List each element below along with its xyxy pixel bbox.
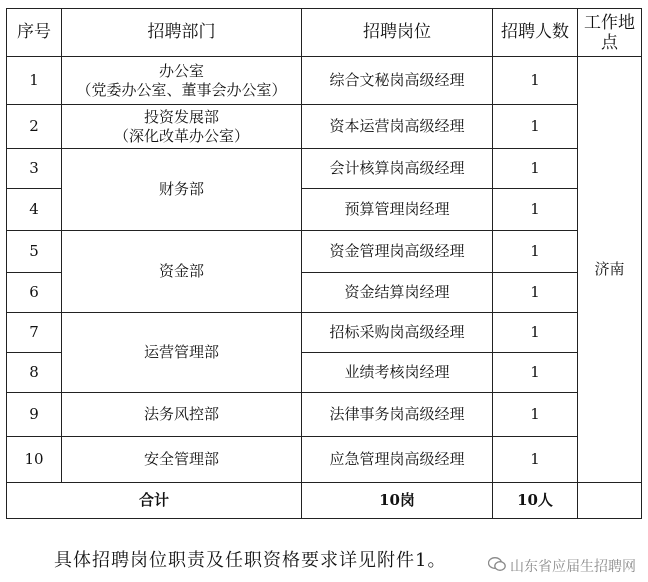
wechat-icon bbox=[488, 557, 506, 576]
recruitment-table bbox=[6, 8, 642, 519]
cell-seq: 7 bbox=[7, 313, 62, 353]
cell-dept: 财务部 bbox=[62, 149, 302, 231]
cell-count: 1 bbox=[493, 231, 578, 273]
cell-dept: 投资发展部 （深化改革办公室） bbox=[62, 105, 302, 149]
cell-post: 预算管理岗经理 bbox=[302, 189, 493, 231]
cell-post: 法律事务岗高级经理 bbox=[302, 393, 493, 437]
cell-post: 应急管理岗高级经理 bbox=[302, 437, 493, 483]
cell-post: 资本运营岗高级经理 bbox=[302, 105, 493, 149]
cell-dept: 办公室 （党委办公室、董事会办公室） bbox=[62, 57, 302, 105]
table-row bbox=[7, 149, 642, 189]
cell-post: 业绩考核岗经理 bbox=[302, 353, 493, 393]
total-label: 合计 bbox=[7, 483, 302, 519]
header-count: 招聘人数 bbox=[493, 9, 578, 57]
table-row bbox=[7, 57, 642, 105]
cell-seq: 2 bbox=[7, 105, 62, 149]
cell-dept: 安全管理部 bbox=[62, 437, 302, 483]
watermark-text: 山东省应届生招聘网 bbox=[510, 559, 636, 575]
cell-seq: 3 bbox=[7, 149, 62, 189]
cell-count: 1 bbox=[493, 105, 578, 149]
cell-seq: 4 bbox=[7, 189, 62, 231]
header-seq: 序号 bbox=[7, 9, 62, 57]
cell-seq: 5 bbox=[7, 231, 62, 273]
attachment-note: 具体招聘岗位职责及任职资格要求详见附件1。 bbox=[54, 550, 447, 571]
cell-seq: 10 bbox=[7, 437, 62, 483]
cell-count: 1 bbox=[493, 393, 578, 437]
cell-seq: 6 bbox=[7, 273, 62, 313]
cell-post: 综合文秘岗高级经理 bbox=[302, 57, 493, 105]
cell-count: 1 bbox=[493, 149, 578, 189]
cell-seq: 9 bbox=[7, 393, 62, 437]
cell-post: 招标采购岗高级经理 bbox=[302, 313, 493, 353]
header-post: 招聘岗位 bbox=[302, 9, 493, 57]
watermark bbox=[488, 556, 636, 576]
cell-dept: 运营管理部 bbox=[62, 313, 302, 393]
cell-dept: 资金部 bbox=[62, 231, 302, 313]
total-people: 10人 bbox=[493, 483, 578, 519]
header-dept: 招聘部门 bbox=[62, 9, 302, 57]
total-posts: 10岗 bbox=[302, 483, 493, 519]
table-row bbox=[7, 313, 642, 353]
table-row bbox=[7, 231, 642, 273]
cell-post: 会计核算岗高级经理 bbox=[302, 149, 493, 189]
cell-count: 1 bbox=[493, 273, 578, 313]
total-empty-cell bbox=[578, 483, 642, 519]
cell-dept: 法务风控部 bbox=[62, 393, 302, 437]
cell-location: 济南 bbox=[578, 57, 642, 483]
total-row bbox=[7, 483, 642, 519]
header-location: 工作地点 bbox=[578, 9, 642, 57]
cell-seq: 1 bbox=[7, 57, 62, 105]
cell-post: 资金结算岗经理 bbox=[302, 273, 493, 313]
table-row bbox=[7, 393, 642, 437]
cell-seq: 8 bbox=[7, 353, 62, 393]
cell-post: 资金管理岗高级经理 bbox=[302, 231, 493, 273]
cell-count: 1 bbox=[493, 57, 578, 105]
cell-count: 1 bbox=[493, 189, 578, 231]
cell-count: 1 bbox=[493, 353, 578, 393]
table-row bbox=[7, 437, 642, 483]
table-row bbox=[7, 105, 642, 149]
cell-count: 1 bbox=[493, 437, 578, 483]
cell-count: 1 bbox=[493, 313, 578, 353]
table-header-row bbox=[7, 9, 642, 57]
